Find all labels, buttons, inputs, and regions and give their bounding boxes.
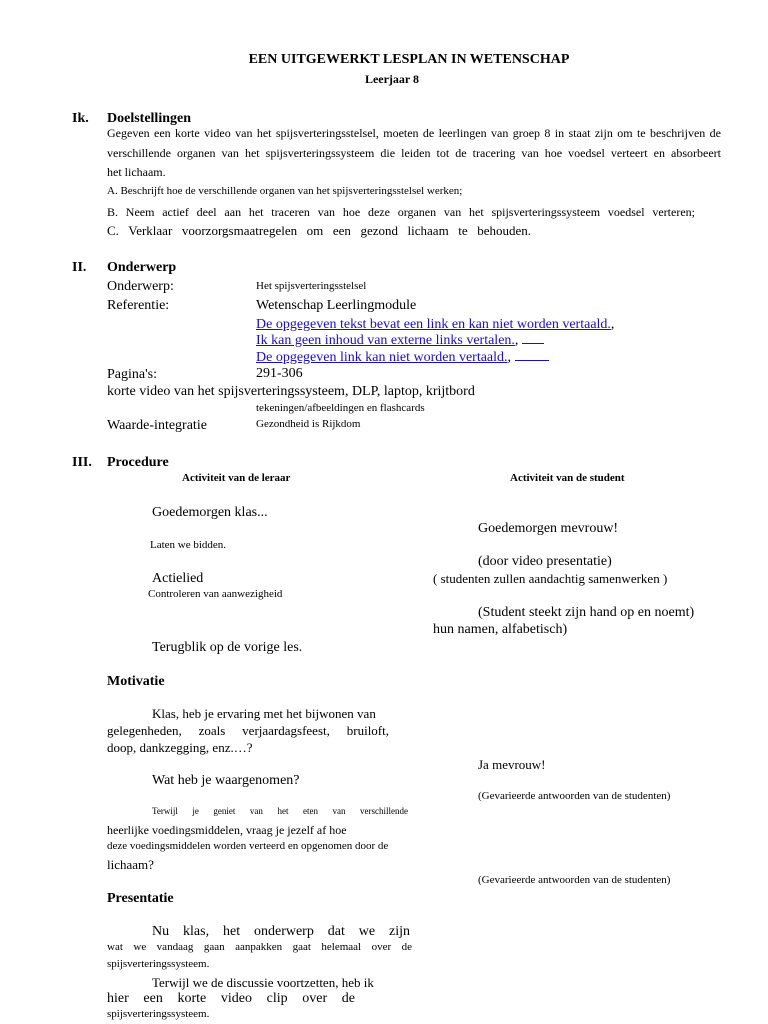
presentatie-heading: Presentatie [107,891,174,906]
section-1-heading: Doelstellingen [107,111,191,126]
student-varied-answers-1: (Gevarieerde antwoorden van de studenten) [478,790,671,802]
referentie-label: Referentie: [107,298,170,313]
student-video: (door video presentatie) [478,554,612,569]
student-collaborate: ( studenten zullen aandachtig samenwerken ) [433,571,668,586]
presentation-line-6: spijsverteringssysteem. [107,1008,210,1020]
presentation-line-1: Nu klas, het onderwerp dat we zijn [152,924,410,939]
presentation-line-4: Terwijl we de discussie voortzetten, heb ik [152,975,374,990]
teacher-review: Terugblik op de vorige les. [152,640,303,655]
reference-link-2[interactable]: Ik kan geen inhoud van externe links vertalen. [256,333,515,348]
teacher-greeting: Goedemorgen klas... [152,505,268,520]
objective-a: A. Beschrijft hoe de verschillende organen van het spijsverteringsstelsel werken; [107,185,463,197]
section-3-heading: Procedure [107,455,169,470]
link-underline-trail [522,343,544,344]
objective-intro-line-3: het lichaam. [107,165,166,179]
student-raise-hand-line-2: hun namen, alfabetisch) [433,622,568,637]
waarde-label: Waarde-integratie [107,418,207,433]
materials-line-2: tekeningen/afbeeldingen en flashcards [256,402,425,414]
motivation-line-2: gelegenheden, zoals verjaardagsfeest, bruiloft, [107,723,389,738]
motivation-question-line-1: Terwijl je geniet van het eten van verschillende [152,806,408,816]
student-greeting: Goedemorgen mevrouw! [478,521,619,536]
onderwerp-value: Het spijsverteringsstelsel [256,280,367,292]
reference-link-1[interactable]: De opgegeven tekst bevat een link en kan niet worden vertaald. [256,317,611,332]
section-1-number: Ik. [72,111,89,126]
student-yes: Ja mevrouw! [478,757,546,772]
student-raise-hand-line-1: (Student steekt zijn hand op en noemt) [478,605,695,620]
paginas-value: 291-306 [256,366,303,381]
reference-link-3-row [256,348,549,366]
link-comma: , [610,317,615,332]
motivation-question-line-4: lichaam? [107,857,154,872]
motivation-question-line-3: deze voedingsmiddelen worden verteerd en opgenomen door de [107,840,389,852]
link-underline-trail [515,360,549,361]
section-3-number: III. [72,455,92,470]
motivation-line-1: Klas, heb je ervaring met het bijwonen van [152,706,376,721]
motivation-question-line-2: heerlijke voedingsmiddelen, vraag je jezelf af hoe [107,823,347,837]
motivation-observed: Wat heb je waargenomen? [152,773,300,788]
paginas-label: Pagina's: [107,367,157,382]
onderwerp-label: Onderwerp: [107,279,174,294]
link-comma: , [507,350,512,365]
motivation-line-3: doop, dankzegging, enz.…? [107,740,253,755]
reference-link-3[interactable]: De opgegeven link kan niet worden vertaald. [256,350,508,365]
teacher-action-song: Actielied [152,571,204,586]
referentie-value: Wetenschap Leerlingmodule [256,298,417,313]
student-column-header: Activiteit van de student [510,472,625,484]
document-title: EEN UITGEWERKT LESPLAN IN WETENSCHAP [248,52,570,67]
objective-intro-line-2: verschillende organen van het spijsverteringssysteem die leiden tot de tracering van hoe voedsel verteert en absorbeert [107,146,721,160]
document-subtitle: Leerjaar 8 [364,72,420,86]
teacher-prayer: Laten we bidden. [150,539,227,551]
objective-b: B. Neem actief deel aan het traceren van hoe deze organen van het spijsverteringssysteem voedsel verteren; [107,205,695,219]
waarde-value: Gezondheid is Rijkdom [256,418,361,430]
materials-line: korte video van het spijsverteringssysteem, DLP, laptop, krijtbord [107,384,475,399]
teacher-column-header: Activiteit van de leraar [182,472,291,484]
reference-link-2-row [256,331,544,349]
motivatie-heading: Motivatie [107,674,165,689]
section-2-number: II. [72,260,87,275]
presentation-line-3: spijsverteringssysteem. [107,958,210,970]
objective-c: C. Verklaar voorzorgsmaatregelen om een gezond lichaam te behouden. [107,223,531,238]
student-varied-answers-2: (Gevarieerde antwoorden van de studenten) [478,874,671,886]
link-comma: , [514,333,519,348]
presentation-line-5: hier een korte video clip over de [107,991,355,1006]
section-2-heading: Onderwerp [107,260,177,275]
presentation-line-2: wat we vandaag gaan aanpakken gaat helemaal over de [107,941,412,953]
objective-intro-line-1: Gegeven een korte video van het spijsverteringsstelsel, moeten de leerlingen van groep 8 in staat zijn om te beschrijven de [107,126,721,140]
teacher-attendance: Controleren van aanwezigheid [148,588,283,600]
